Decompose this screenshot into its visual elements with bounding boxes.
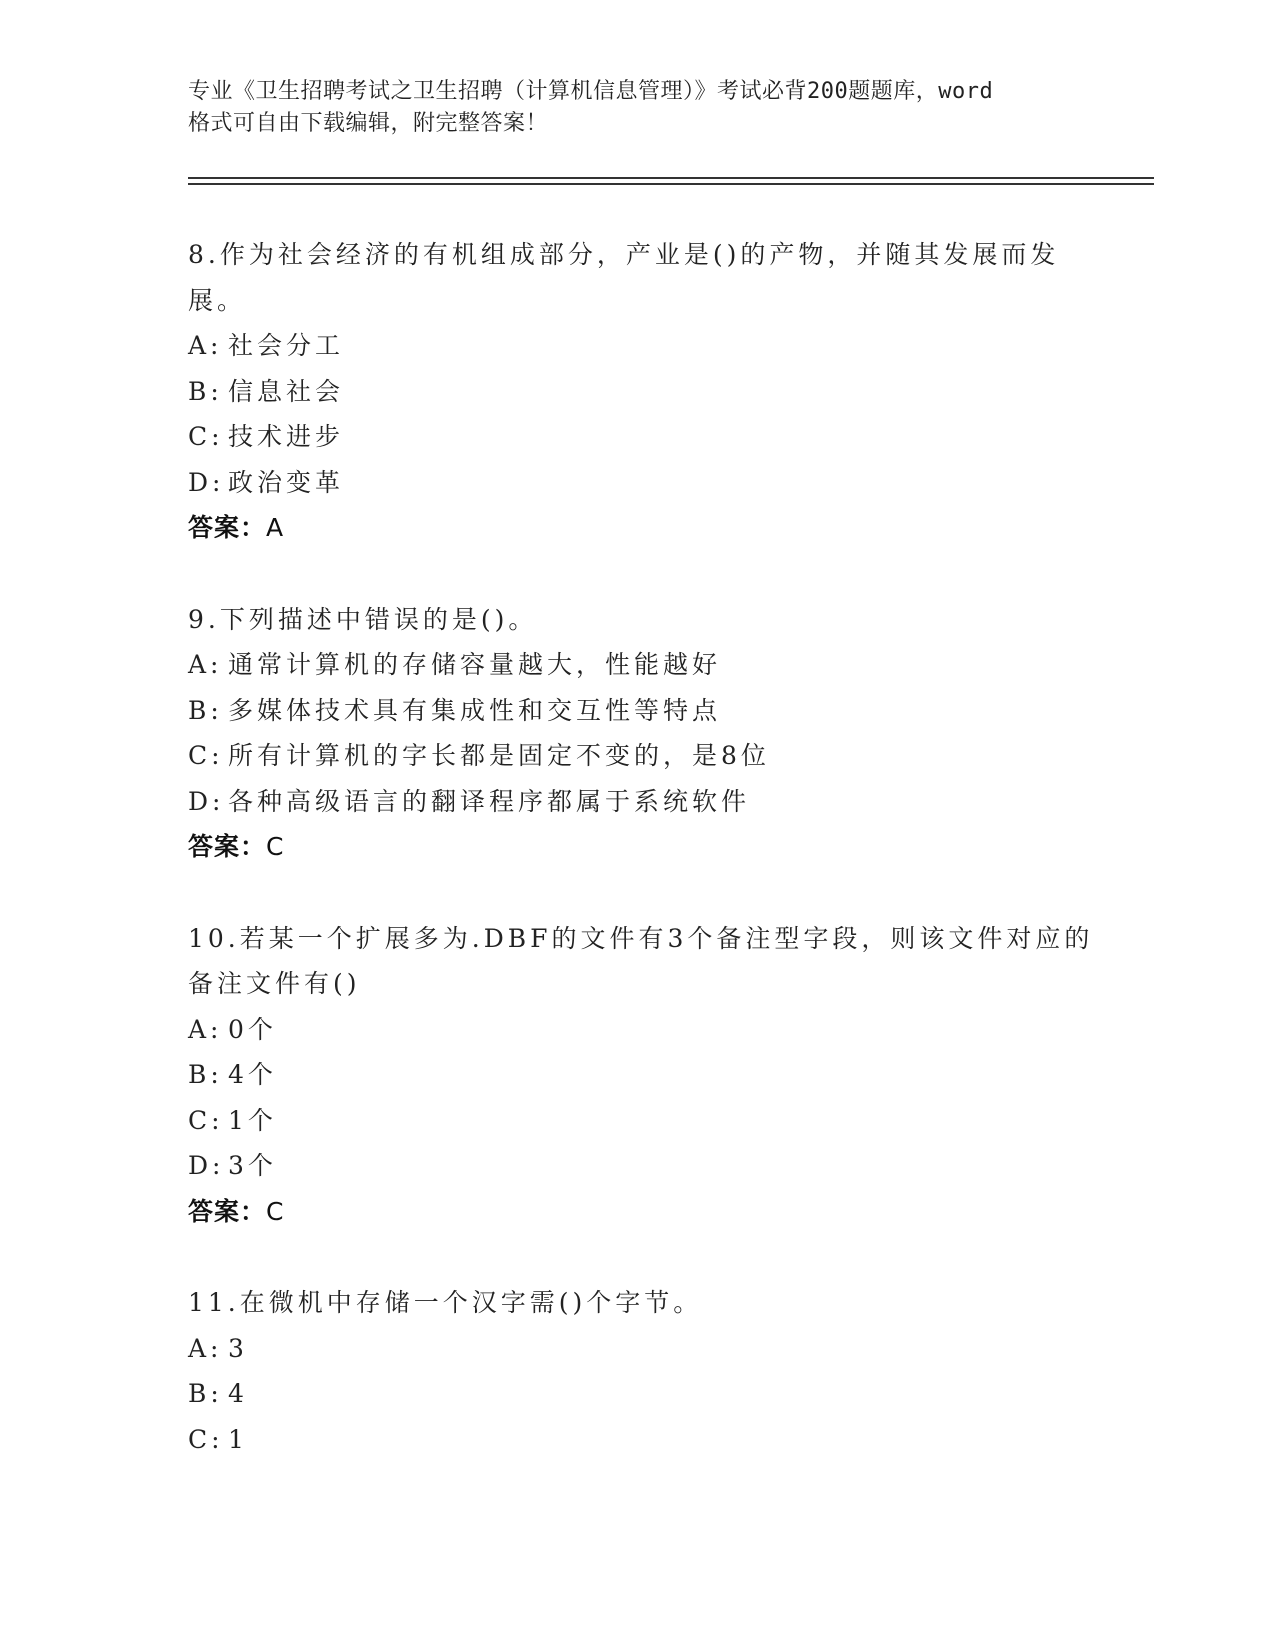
option-text: 1 [228, 1424, 248, 1454]
option-letter: A: [188, 331, 223, 360]
option-b [188, 1371, 1088, 1417]
option-b [188, 369, 1088, 415]
option-letter: B: [188, 1379, 223, 1408]
answer-value: C [266, 832, 285, 861]
option-letter: A: [188, 1014, 223, 1044]
option-text: 信息社会 [228, 376, 345, 406]
option-text: 技术进步 [228, 422, 345, 451]
answer-label: 答案： [188, 832, 267, 861]
option-a [188, 323, 1088, 369]
option-a [188, 1007, 1088, 1053]
question-stem: 11.在微机中存储一个汉字需()个字节。 [188, 1288, 703, 1317]
option-c [188, 414, 1088, 460]
question-stem: 9.下列描述中错误的是()。 [188, 604, 538, 634]
answer-value: C [266, 1196, 285, 1226]
answer-label: 答案： [188, 513, 267, 542]
question-10 [188, 916, 1094, 1235]
option-text: 4 [228, 1379, 248, 1408]
option-c [188, 1417, 1088, 1463]
option-text: 政治变革 [228, 467, 345, 497]
option-a [188, 1326, 1088, 1372]
answer-line [188, 1189, 1088, 1235]
option-text: 3个 [228, 1151, 277, 1180]
answer-line [188, 505, 1088, 551]
option-b [188, 688, 1088, 734]
option-letter: D: [188, 1151, 225, 1180]
option-letter: C: [188, 422, 224, 451]
option-text: 4个 [228, 1060, 277, 1089]
option-letter: D: [188, 467, 225, 497]
answer-line [188, 824, 1088, 870]
document-header [188, 76, 1088, 140]
question-8 [188, 232, 1088, 551]
option-d [188, 1143, 1088, 1189]
option-letter: A: [188, 1333, 223, 1363]
header-rule-bottom [188, 183, 1154, 185]
option-c [188, 733, 1088, 779]
option-text: 社会分工 [228, 331, 345, 360]
question-9 [188, 597, 1088, 870]
question-list [188, 232, 1094, 1508]
option-text: 多媒体技术具有集成性和交互性等特点 [228, 695, 722, 725]
option-letter: C: [188, 741, 224, 770]
option-a [188, 642, 1088, 688]
option-letter: A: [188, 650, 223, 679]
option-text: 各种高级语言的翻译程序都属于系统软件 [228, 786, 751, 816]
option-text: 3 [228, 1333, 248, 1363]
answer-label: 答案： [188, 1196, 267, 1226]
question-stem: 展。 [188, 285, 247, 315]
option-letter: B: [188, 376, 223, 406]
question-11 [188, 1280, 1088, 1462]
option-d [188, 779, 1088, 825]
option-text: 1个 [228, 1105, 277, 1135]
option-text: 通常计算机的存储容量越大，性能越好 [228, 650, 722, 679]
option-b [188, 1052, 1088, 1098]
option-text: 0个 [228, 1014, 277, 1044]
option-c [188, 1098, 1088, 1144]
question-stem: 备注文件有() [188, 969, 361, 998]
header-line-2: 格式可自由下载编辑，附完整答案！ [188, 111, 549, 136]
question-stem: 8.作为社会经济的有机组成部分，产业是()的产物，并随其发展而发 [188, 240, 1060, 269]
option-letter: C: [188, 1424, 224, 1454]
option-letter: C: [188, 1105, 224, 1135]
option-letter: B: [188, 695, 223, 725]
header-rule-top [188, 177, 1154, 179]
header-line-1: 专业《卫生招聘考试之卫生招聘（计算机信息管理）》考试必背200题题库，word [188, 79, 994, 104]
option-letter: B: [188, 1060, 223, 1089]
option-letter: D: [188, 786, 225, 816]
answer-value: A [266, 513, 285, 542]
option-d [188, 460, 1088, 506]
option-text: 所有计算机的字长都是固定不变的，是8位 [228, 741, 770, 770]
question-stem: 10.若某一个扩展多为.DBF的文件有3个备注型字段，则该文件对应的 [188, 923, 1094, 953]
